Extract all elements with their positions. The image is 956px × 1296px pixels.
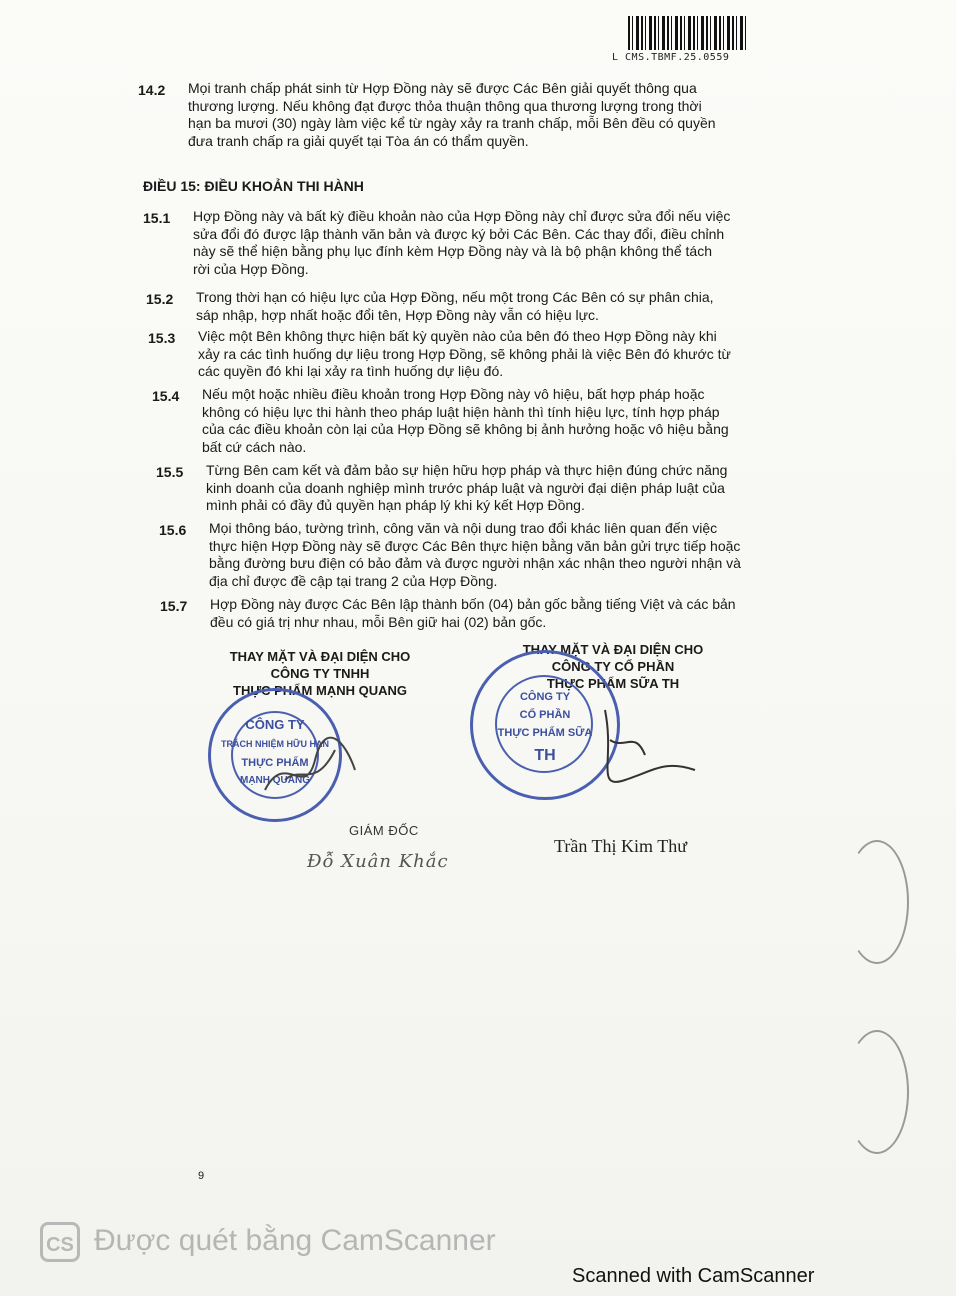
clause-line: xảy ra các tình huống dự liệu trong Hợp Đồng, sẽ không phải là việc Bên đó khước từ bbox=[198, 345, 731, 362]
signature-company-name: THỰC PHẨM SỮA TH bbox=[546, 676, 680, 691]
signature-block-left bbox=[205, 648, 435, 699]
stamp-line: MẠNH QUANG bbox=[240, 775, 310, 786]
clause-line: thực hiện Hợp Đồng này sẽ được Các Bên thực hiện bằng văn bản gửi trực tiếp hoặc bbox=[209, 537, 741, 554]
clause-line: này sẽ thể hiện bằng phụ lục đính kèm Hợp Đồng này và là bộ phận không thể tách bbox=[193, 243, 712, 259]
clause-line: của các điều khoản còn lại của Hợp Đồng sẽ không bị ảnh hưởng hoặc vô hiệu bằng bbox=[202, 421, 729, 437]
clause-number: 15.1 bbox=[143, 210, 171, 226]
clause-line: sáp nhập, hợp nhất hoặc đổi tên, Hợp Đồng này vẫn có hiệu lực. bbox=[196, 306, 599, 323]
clause-number: 15.3 bbox=[148, 330, 176, 346]
clause-number: 15.2 bbox=[146, 291, 174, 307]
clause-line: đưa tranh chấp ra giải quyết tại Tòa án có thẩm quyền. bbox=[188, 132, 529, 149]
camscanner-watermark-en: Scanned with CamScanner bbox=[572, 1265, 815, 1287]
clause-number: 15.6 bbox=[159, 522, 187, 538]
stamp-line: CÔNG TY bbox=[519, 691, 571, 703]
clause-line: Hợp Đồng này và bất kỳ điều khoản nào của Hợp Đồng này chỉ được sửa đổi nếu việc bbox=[193, 208, 731, 224]
clause-line: Mọi thông báo, tường trình, công văn và nội dung trao đổi khác liên quan đến việc bbox=[209, 520, 718, 536]
signature-company-type: CÔNG TY TNHH bbox=[270, 666, 370, 681]
clause-line: sửa đổi đó được lập thành văn bản và được ký bởi Các Bên. Các thay đổi, điều chỉnh bbox=[193, 225, 725, 242]
clause-line: các quyền đó khi lại xảy ra tình huống dự liệu đó. bbox=[198, 363, 504, 379]
director-title: GIÁM ĐỐC bbox=[349, 823, 419, 838]
clause-line: không có hiệu lực thi hành theo pháp luật hiện hành thì tính hiệu lực, tính hợp pháp bbox=[202, 403, 720, 420]
camscanner-watermark-vi: Được quét bằng CamScanner bbox=[94, 1224, 496, 1257]
signer-name-right: Trần Thị Kim Thư bbox=[554, 836, 687, 856]
barcode bbox=[628, 16, 746, 50]
overlapping-page-edge bbox=[845, 800, 956, 1160]
stamp-line: CỔ PHẦN bbox=[519, 709, 571, 721]
clause-number: 15.7 bbox=[160, 598, 188, 614]
clause-line: thương lượng. Nếu không đạt được thỏa thuận thông qua thương lượng trong thời bbox=[188, 97, 702, 114]
clause-line: bằng đường bưu điện có bảo đảm và được người nhận xác nhận theo người nhận và bbox=[209, 555, 741, 571]
section-heading: ĐIỀU 15: ĐIỀU KHOẢN THI HÀNH bbox=[143, 178, 364, 194]
stamp-line: CÔNG TY bbox=[245, 717, 305, 732]
camscanner-logo: CS bbox=[40, 1222, 80, 1262]
stamp-line: TRÁCH NHIỆM HỮU HẠN bbox=[221, 739, 329, 749]
clause-line: Hợp Đồng này được Các Bên lập thành bốn (04) bản gốc bằng tiếng Việt và các bản bbox=[210, 596, 736, 612]
page-number: 9 bbox=[198, 1170, 205, 1182]
clause-line: đều có giá trị như nhau, mỗi Bên giữ hai (02) bản gốc. bbox=[210, 613, 547, 630]
clause-line: rời của Hợp Đồng. bbox=[193, 260, 309, 277]
clause-line: bất cứ cách nào. bbox=[202, 438, 307, 455]
signature-company-name: THỰC PHẨM MẠNH QUANG bbox=[233, 683, 407, 698]
signature-heading: THAY MẶT VÀ ĐẠI DIỆN CHO bbox=[522, 642, 704, 657]
clause-line: mình phải có đầy đủ quyền hạn pháp lý khi ký kết Hợp Đồng. bbox=[206, 497, 585, 513]
clause-number: 14.2 bbox=[138, 82, 166, 98]
clause-line: Nếu một hoặc nhiều điều khoản trong Hợp Đồng này vô hiệu, bất hợp pháp hoặc bbox=[202, 386, 705, 402]
signature-company-type: CÔNG TY CỔ PHẦN bbox=[551, 659, 675, 674]
clause-line: Từng Bên cam kết và đảm bảo sự hiện hữu hợp pháp và thực hiện đúng chức năng bbox=[206, 462, 728, 478]
clause-line: hạn ba mươi (30) ngày làm việc kể từ ngày xảy ra tranh chấp, mỗi Bên đều có quyền bbox=[188, 115, 716, 131]
clause-line: Trong thời hạn có hiệu lực của Hợp Đồng, nếu một trong Các Bên có sự phân chia, bbox=[196, 289, 714, 305]
clause-line: Mọi tranh chấp phát sinh từ Hợp Đồng này sẽ được Các Bên giải quyết thông qua bbox=[188, 80, 697, 96]
document-reference: L CMS.TBMF.25.0559 bbox=[612, 52, 730, 63]
signer-name-left: Đỗ Xuân Khắc bbox=[307, 851, 449, 872]
stamp-line: THỰC PHẨM bbox=[241, 757, 309, 769]
clause-number: 15.4 bbox=[152, 388, 180, 404]
clause-line: Việc một Bên không thực hiện bất kỳ quyền nào của bên đó theo Hợp Đồng này khi bbox=[198, 328, 717, 344]
signature-scribble-left bbox=[255, 730, 365, 810]
clause-line: địa chỉ được đề cập tại trang 2 của Hợp Đồng. bbox=[209, 572, 498, 589]
clause-number: 15.5 bbox=[156, 464, 184, 480]
signature-scribble-right bbox=[585, 700, 705, 810]
stamp-line: TH bbox=[534, 747, 556, 764]
clause-line: kinh doanh của doanh nghiệp mình trước pháp luật và người đại diện pháp luật của bbox=[206, 479, 725, 496]
stamp-line: THỰC PHẨM SỮA bbox=[497, 727, 593, 739]
signature-heading: THAY MẶT VÀ ĐẠI DIỆN CHO bbox=[229, 649, 411, 664]
